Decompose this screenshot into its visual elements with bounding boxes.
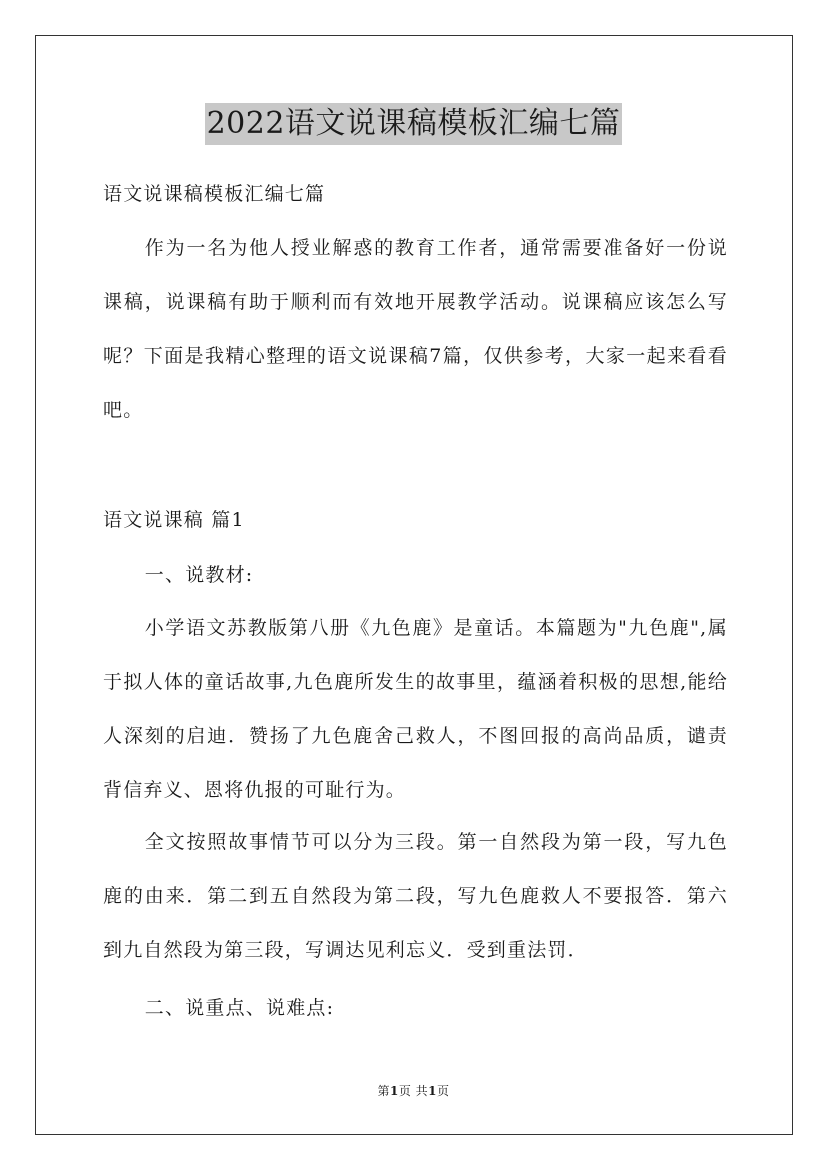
part2-heading: 二、说重点、说难点: — [144, 997, 335, 1019]
footer-prefix: 第 — [377, 1084, 390, 1098]
footer-page-total: 1 — [428, 1084, 438, 1098]
title-container — [0, 103, 827, 145]
section-heading: 语文说课稿 篇1 — [103, 509, 245, 531]
footer-suffix: 页 — [437, 1084, 450, 1098]
document-title: 2022语文说课稿模板汇编七篇 — [205, 103, 623, 145]
page-footer — [0, 1082, 827, 1099]
body-paragraph-1: 小学语文苏教版第八册《九色鹿》是童话。本篇题为"九色鹿",属于拟人体的童话故事,九色鹿所发生的故事里，蕴涵着积极的思想,能给人深刻的启迪．赞扬了九色鹿舍己救人，不图回报的高尚品质，谴责背信弃义、恩将仇报的可耻行为。 — [103, 617, 728, 801]
intro-paragraph: 作为一名为他人授业解惑的教育工作者，通常需要准备好一份说课稿，说课稿有助于顺利而有效地开展教学活动。说课稿应该怎么写呢？下面是我精心整理的语文说课稿7篇，仅供参考，大家一起来看看吧。 — [103, 237, 728, 421]
footer-mid: 页 共 — [398, 1084, 429, 1098]
footer-page-current: 1 — [389, 1084, 399, 1098]
subtitle: 语文说课稿模板汇编七篇 — [103, 183, 326, 205]
body-paragraph-2: 全文按照故事情节可以分为三段。第一自然段为第一段，写九色鹿的由来．第二到五自然段为第二段，写九色鹿救人不要报答．第六到九自然段为第三段，写调达见利忘义．受到重法罚． — [103, 831, 728, 961]
part1-heading: 一、说教材: — [144, 564, 254, 586]
